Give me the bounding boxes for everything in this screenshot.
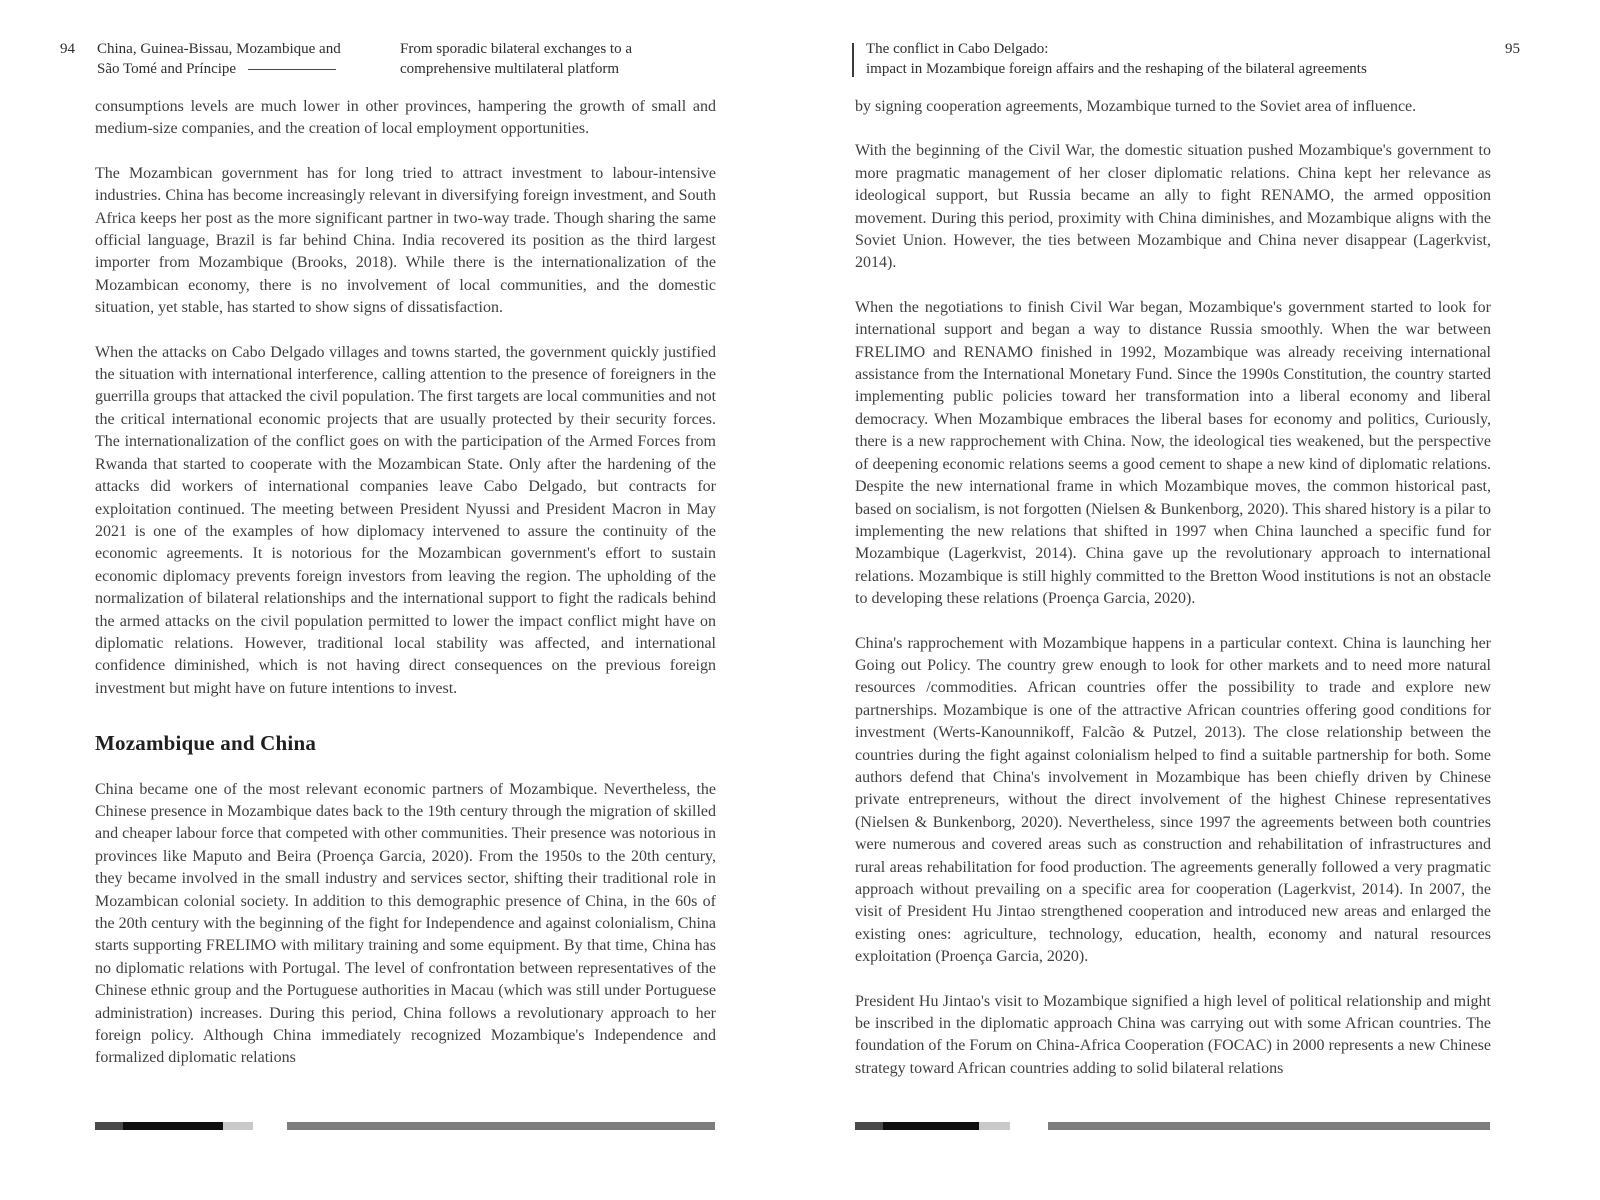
right-chapter-title — [866, 40, 1426, 79]
body-paragraph: When the negotiations to finish Civil War began, Mozambique's government started to look for international support and began a way to distance Russia smoothly. When the war between FRELIMO and RENAMO finished in 1992, Mozambique was already receiving international assistance from the International Monetary Fund. Since the 1990s Constitution, the country started implementing public policies toward her transformation into a liberal economy and liberal democracy. When Mozambique embraces the liberal bases for economy and politics, Curiously, there is a new rapprochement with China. Now, the ideological ties weakened, but the perspective of deepening economic relations seems a good cement to shape a new kind of diplomatic relations. Despite the new international frame in which Mozambique moves, the common historical past, based on socialism, is not forgotten (Nielsen & Bunkenborg, 2020). This shared history is a pilar to implementing the new relations that shifted in 1997 when China launched a specific fund for Mozambique (Lagerkvist, 2014). China gave up the revolutionary approach to international relations. Mozambique is still highly committed to the Bretton Wood institutions is not an obstacle to developing these relations (Proença Garcia, 2020). — [855, 298, 1491, 608]
left-footer-bar-long — [287, 1122, 715, 1130]
body-paragraph: With the beginning of the Civil War, the domestic situation pushed Mozambique's government to more pragmatic management of her closer diplomatic relations. China kept her relevance as ideological support, but Russia became an ally to fight RENAMO, the armed opposition movement. During this period, proximity with China diminishes, and Mozambique aligns with the Soviet Union. However, the ties between Mozambique and China never disappear (Lagerkvist, 2014). — [855, 142, 1491, 272]
left-page-number: 94 — [60, 41, 75, 57]
body-paragraph: When the attacks on Cabo Delgado villages and towns started, the government quickly justified the situation with international interference, calling attention to the presence of foreigners in the guerrilla groups that attacked the civil population. The first targets are local communities and not the critical international economic projects that are usually protected by their security forces. The internationalization of the conflict goes on with the participation of the Armed Forces from Rwanda that started to cooperate with the Mozambican State. Only after the hardening of the attacks did workers of international companies leave Cabo Delgado, but contracts for exploitation continued. The meeting between President Nyussi and President Macron in May 2021 is one of the examples of how diplomacy intervened to assure the continuity of the economic agreements. It is notorious for the Mozambican government's effort to sustain economic diplomacy prevents foreign investors from leaving the region. The upholding of the normalization of bilateral relationships and the international support to fight the radicals behind the armed attacks on the civil population permitted to lower the impact conflict might have on diplomatic relations. However, traditional local stability was affected, and international confidence diminished, which is not having direct consequences on the previous foreign investment but might have on future intentions to invest. — [95, 343, 717, 697]
body-paragraph: China became one of the most relevant economic partners of Mozambique. Nevertheless, the Chinese presence in Mozambique dates back to the 19th century through the migration of skilled and cheaper labour force that competed with other communities. Their presence was notorious in provinces like Maputo and Beira (Proença Garcia, 2020). From the 1950s to the 20th century, they became involved in the small industry and services sector, shifting their traditional role in Mozambican colonial society. In addition to this demographic presence of China, in the 60s of the 20th century with the beginning of the fight for Independence and against colonialism, China starts supporting FRELIMO with military training and some equipment. By that time, China has no diplomatic relations with Portugal. The level of confrontation between representatives of the Chinese ethnic group and the Portuguese authorities in Macau (which was still under Portuguese administration) increases. During this period, China follows a revolutionary approach to her foreign policy. Although China immediately recognized Mozambique's Independence and formalized diplomatic relations — [95, 780, 716, 1067]
body-paragraph: President Hu Jintao's visit to Mozambique signified a high level of political relationship and might be inscribed in the diplomatic approach China was carrying out with some African countries. The foundation of the Forum on China-Africa Cooperation (FOCAC) in 2000 represents a new Chinese strategy toward African countries adding to solid bilateral relations — [855, 992, 1491, 1077]
body-paragraph: China's rapprochement with Mozambique happens in a particular context. China is launching her Going out Policy. The country grew enough to look for other markets and to need more natural resources /commodities. African countries offer the possibility to trade and explore new partnerships. Mozambique is one of the attractive African countries offering good conditions for investment (Werts-Kanounnikoff, Falcão & Putzel, 2013). The close relationship between the countries during the fight against colonialism helped to find a suitable partnership for both. Some authors defend that China's involvement in Mozambique has been chiefly driven by Chinese private entrepreneurs, without the direct involvement of the highest Chinese representatives (Nielsen & Bunkenborg, 2020). Nevertheless, since 1997 the agreements between both countries were numerous and covered areas such as construction and rehabilitation of infrastructures and rural areas rehabilitation for food production. The agreements generally followed a very pragmatic approach without prevailing on a specific area for cooperation (Lagerkvist, 2014). In 2007, the visit of President Hu Jintao strengthened cooperation and introduced new areas and enlarged the existing ones: agriculture, technology, education, health, economy and natural resources exploitation (Proença Garcia, 2020). — [855, 634, 1491, 966]
left-footer-bar-segment-black — [123, 1122, 223, 1130]
body-paragraph: consumptions levels are much lower in other provinces, hampering the growth of small and medium-size companies, and the creation of local employment opportunities. — [95, 98, 716, 138]
right-footer-bar-segment-black — [883, 1122, 979, 1130]
right-chapter-title-line1: The conflict in Cabo Delgado: — [866, 41, 1049, 57]
right-footer-bar-segment-dark — [855, 1122, 883, 1130]
right-footer-bar-long — [1048, 1122, 1490, 1130]
left-chapter-title-line1: From sporadic bilateral exchanges to a — [400, 41, 633, 57]
right-footer-bar-segment-light — [979, 1122, 1010, 1130]
section-heading: Mozambique and China — [95, 731, 317, 756]
left-page-body — [95, 96, 716, 1092]
left-running-title-line2: São Tomé and Príncipe — [97, 60, 237, 77]
left-footer-bar-segment-dark — [95, 1122, 123, 1130]
running-title-rule — [248, 69, 336, 70]
body-paragraph: by signing cooperation agreements, Mozambique turned to the Soviet area of influence. — [855, 98, 1417, 115]
right-page-body — [855, 96, 1491, 1102]
body-paragraph: The Mozambican government has for long tried to attract investment to labour-intensive industries. China has become increasingly relevant in diversifying foreign investment, and South Africa keeps her post as the more significant partner in two-way trade. Though sharing the same official language, Brazil is far behind China. India recovered its position as the third largest importer from Mozambique (Brooks, 2018). While there is the internationalization of the Mozambican economy, there is no involvement of local communities, and the domestic situation, yet stable, has started to show signs of dissatisfaction. — [95, 164, 716, 317]
left-running-title — [97, 40, 367, 79]
right-page-number: 95 — [1505, 41, 1520, 57]
right-chapter-title-line2: impact in Mozambique foreign affairs and the reshaping of the bilateral agreements — [866, 60, 1367, 77]
left-running-title-line1: China, Guinea-Bissau, Mozambique and — [97, 41, 341, 57]
right-header-divider — [852, 43, 854, 77]
left-chapter-title-line2: comprehensive multilateral platform — [400, 60, 620, 77]
left-footer-bar-segment-light — [223, 1122, 253, 1130]
left-chapter-title — [400, 40, 730, 79]
